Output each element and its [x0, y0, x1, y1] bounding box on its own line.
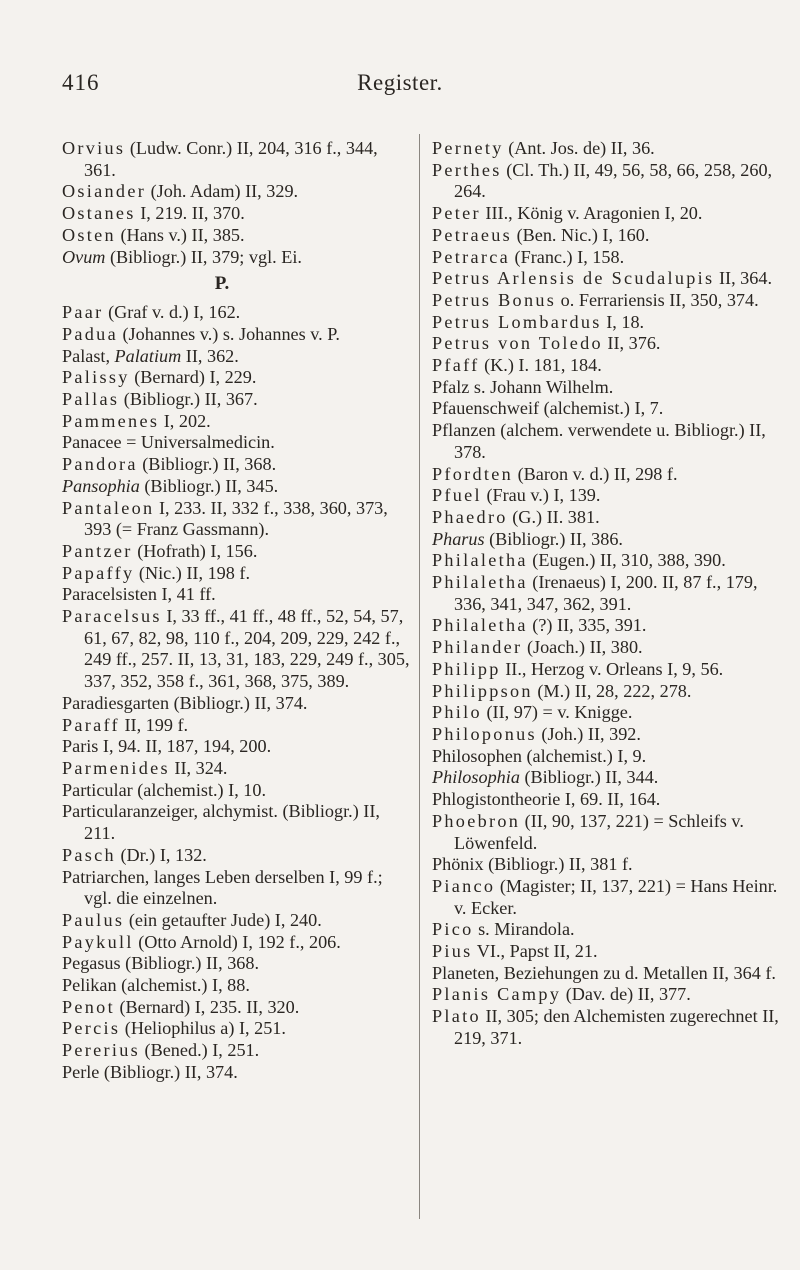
register-entry [62, 1018, 412, 1040]
entry-references: II, 199 f. [119, 714, 189, 735]
entry-headword: Philippson [432, 680, 533, 701]
entry-headword: Philipp [432, 658, 501, 679]
entry-headword: Pantzer [62, 540, 133, 561]
entry-references: I, 18. [601, 311, 645, 332]
entry-references: (Franc.) I, 158. [509, 246, 625, 267]
register-entry [432, 615, 782, 637]
entry-headword: Padua [62, 323, 118, 344]
entry-references: (II, 90, 137, 221) = Schleifs v. Löwenfeld. [454, 810, 744, 853]
entry-headword: Philosophia [432, 767, 520, 788]
register-entry [432, 941, 782, 963]
entry-headword: Planeten, [432, 962, 500, 983]
entry-references: (Bibliogr.) II, 367. [119, 389, 258, 410]
entry-headword: Petrus Arlensis de Scudalupis [432, 268, 715, 289]
register-entry [432, 984, 782, 1006]
entry-references: (Johannes v.) s. Johannes v. P. [117, 323, 340, 344]
register-entry [62, 801, 412, 844]
register-entry [62, 181, 412, 203]
entry-references: II., Herzog v. Orleans I, 9, 56. [500, 658, 724, 679]
entry-headword: Pius [432, 941, 473, 962]
entry-headword: Pandora [62, 454, 138, 475]
entry-headword: Paar [62, 302, 104, 323]
entry-references: I, 41 ff. [156, 584, 216, 605]
register-entry [432, 398, 782, 420]
entry-headword: Paulus [62, 909, 125, 930]
entry-italic-term: Palatium [114, 345, 182, 366]
entry-references: VI., Papst II, 21. [472, 941, 598, 962]
register-entry [432, 138, 782, 160]
entry-references: s. Mirandola. [473, 919, 575, 940]
register-entry [432, 268, 782, 290]
entry-headword: Phaedro [432, 506, 508, 527]
register-entry [62, 432, 412, 454]
entry-headword: Osiander [62, 181, 147, 202]
entry-references: (Hans v.) II, 385. [115, 224, 245, 245]
entry-references: (Heliophilus a) I, 251. [120, 1018, 286, 1039]
register-entry [62, 476, 412, 498]
entry-headword: Parmenides [62, 757, 170, 778]
entry-references: (Magister; II, 137, 221) = Hans Heinr. v. Ecker. [454, 875, 778, 918]
register-entry [432, 312, 782, 334]
page-number: 416 [62, 70, 100, 95]
entry-references: (Bibliogr.) II, 379; vgl. Ei. [105, 246, 302, 267]
entry-references: (Irenaeus) I, 200. II, 87 f., 179, 336, 341, 347, 362, 391. [454, 572, 758, 614]
register-entry [432, 811, 782, 854]
register-entry [62, 953, 412, 975]
register-entry [62, 715, 412, 737]
entry-references: (Bibliogr.) II, 374. [99, 1061, 238, 1082]
entry-headword: Pasch [62, 844, 116, 865]
entry-headword: Pegasus [62, 953, 121, 974]
entry-headword: Perthes [432, 159, 502, 180]
entry-references: (Eugen.) II, 310, 388, 390. [527, 550, 726, 571]
register-entry [62, 910, 412, 932]
register-entry [62, 324, 412, 346]
entry-references: (Bibliogr.) II, 374. [169, 692, 308, 713]
entry-references: (Bibliogr.) II, 368. [137, 454, 277, 475]
entry-references: II, 305; den Alchemisten zugerechnet II, 219, 371. [454, 1006, 779, 1048]
register-entry [62, 780, 412, 802]
register-entry [62, 997, 412, 1019]
entry-headword: Pansophia [62, 475, 140, 496]
entry-references: (K.) I. 181, 184. [479, 355, 602, 376]
entry-headword: Pfaff [432, 355, 480, 376]
entry-headword: Paradiesgarten [62, 692, 170, 713]
entry-references: (Graf v. d.) I, 162. [103, 302, 241, 323]
entry-headword: Paracelsisten [62, 584, 157, 605]
entry-references: II, 324. [169, 757, 228, 778]
register-entry [432, 789, 782, 811]
entry-headword: Petrus Lombardus [432, 311, 602, 332]
entry-headword: Patriarchen, [62, 866, 150, 887]
register-entry [62, 1062, 412, 1084]
entry-headword: Paracelsus [62, 606, 162, 627]
register-entry [432, 507, 782, 529]
register-entry [62, 975, 412, 997]
entry-references: o. Ferrariensis II, 350, 374. [556, 289, 759, 310]
entry-references: (Hofrath) I, 156. [132, 540, 258, 561]
entry-references: I, 94. II, 187, 194, 200. [98, 736, 272, 757]
register-entry [432, 160, 782, 203]
register-entry [62, 693, 412, 715]
entry-headword: Philoponus [432, 723, 537, 744]
running-head: Register. [357, 70, 443, 95]
entry-references: (Bernard) I, 229. [129, 367, 257, 388]
entry-references: (Bibliogr.) II, 345. [139, 475, 279, 496]
entry-references: (alchemist.) I, 88. [116, 975, 250, 996]
entry-headword: Pfalz [432, 376, 470, 397]
entry-headword: Palast, [62, 345, 115, 366]
entry-references: (alchemist.) I, 9. [521, 745, 647, 766]
entry-headword: Philo [432, 702, 482, 723]
entry-references: (II, 97) = v. Knigge. [481, 702, 633, 723]
entry-headword: Philaletha [432, 550, 528, 571]
entry-references: (Joh. Adam) II, 329. [146, 181, 299, 202]
entry-references: I, 69. II, 164. [560, 789, 661, 810]
entry-references: (alchemist.) I, 10. [132, 779, 267, 800]
register-entry [62, 138, 412, 181]
register-entry [432, 529, 782, 551]
entry-references: I, 233. II, 332 f., 338, 360, 373, 393 (= Franz Gassmann). [84, 497, 388, 540]
entry-headword: Percis [62, 1018, 121, 1039]
entry-headword: Pelikan [62, 975, 117, 996]
entry-headword: Phlogistontheorie [432, 789, 561, 810]
entry-headword: Pfordten [432, 463, 514, 484]
entry-headword: Philaletha [432, 572, 528, 593]
entry-references: (Bernard) I, 235. II, 320. [114, 996, 300, 1017]
entry-headword: Pharus [432, 528, 485, 549]
entry-headword: Philander [432, 637, 523, 658]
page-header [0, 70, 800, 106]
entry-references: II, 362. [181, 345, 239, 366]
entry-references: langes Leben derselben I, 99 f.; vgl. die einzelnen. [84, 866, 383, 909]
entry-references: (Bibliogr.) II, 386. [484, 528, 623, 549]
entry-headword: Pfuel [432, 485, 482, 506]
register-entry [432, 290, 782, 312]
register-entry [62, 845, 412, 867]
register-entry [432, 724, 782, 746]
entry-references: (Ben. Nic.) I, 160. [512, 224, 650, 245]
entry-headword: Penot [62, 996, 115, 1017]
entry-headword: Paris [62, 736, 99, 757]
entry-headword: Pammenes [62, 410, 160, 431]
entry-references: (G.) II. 381. [507, 506, 600, 527]
register-entry [432, 876, 782, 919]
entry-headword: Osten [62, 224, 116, 245]
entry-references: (Dr.) I, 132. [115, 844, 207, 865]
register-entry [432, 919, 782, 941]
entry-references: (M.) II, 28, 222, 278. [532, 680, 692, 701]
entry-references: (Bibliogr.) II, 344. [519, 767, 659, 788]
entry-references: III., König v. Aragonien I, 20. [480, 203, 703, 224]
register-entry [432, 377, 782, 399]
entry-references: (?) II, 335, 391. [527, 615, 647, 636]
entry-references: (Joh.) II, 392. [536, 723, 641, 744]
register-entry [432, 854, 782, 876]
right-column [432, 138, 782, 1050]
entry-references: (Joach.) II, 380. [522, 637, 643, 658]
register-entry [432, 963, 782, 985]
register-entry [62, 225, 412, 247]
register-entry [62, 736, 412, 758]
entry-headword: Petraeus [432, 224, 513, 245]
register-entry [432, 333, 782, 355]
entry-references: II, 376. [602, 333, 661, 354]
entry-references: (alchemist.) I, 7. [539, 398, 664, 419]
register-entry [62, 498, 412, 541]
column-divider [419, 134, 420, 1219]
entry-references: (Ant. Jos. de) II, 36. [503, 138, 655, 158]
entry-references: (Baron v. d.) II, 298 f. [513, 463, 678, 484]
register-entry [432, 637, 782, 659]
register-entry [62, 203, 412, 225]
entry-headword: Petrarca [432, 246, 510, 267]
register-entry [62, 367, 412, 389]
entry-headword: Pianco [432, 875, 496, 896]
entry-headword: Philosophen [432, 745, 522, 766]
entry-headword: Phönix [432, 854, 484, 875]
entry-headword: Pico [432, 919, 474, 940]
entry-references: I, 219. II, 370. [135, 203, 245, 224]
entry-headword: Pfauenschweif [432, 398, 540, 419]
register-entry [432, 550, 782, 572]
register-entry [62, 454, 412, 476]
entry-references: I, 33 ff., 41 ff., 48 ff., 52, 54, 57, 61, 67, 82, 98, 110 f., 204, 209, 229, 242 f., 249 ff., 257. II, 13, 31, 183, 229, 249 f., 305, 337, 352, 358 f., 361, 368, 375, 389. [84, 606, 410, 692]
register-entry [62, 389, 412, 411]
entry-references: I, 202. [159, 410, 211, 431]
entry-headword: Phoebron [432, 810, 521, 831]
register-entry [62, 867, 412, 910]
entry-headword: Philaletha [432, 615, 528, 636]
entry-headword: Panacee [62, 432, 122, 453]
entry-references: (Cl. Th.) II, 49, 56, 58, 66, 258, 260, 264. [454, 159, 773, 202]
register-entry [432, 659, 782, 681]
entry-headword: Petrus von Toledo [432, 333, 603, 354]
entry-references: (Nic.) II, 198 f. [134, 562, 250, 583]
register-entry [432, 203, 782, 225]
entry-headword: Planis Campy [432, 984, 562, 1005]
entry-references: (alchem. verwendete u. Bibliogr.) II, 378. [454, 420, 766, 462]
register-entry [432, 355, 782, 377]
left-column [62, 138, 412, 1084]
register-entry [432, 485, 782, 507]
entry-headword: Papaffy [62, 562, 135, 583]
register-entry [62, 563, 412, 585]
entry-headword: Pallas [62, 389, 120, 410]
register-entry [62, 932, 412, 954]
entry-references: (Frau v.) I, 139. [481, 485, 601, 506]
register-entry [62, 411, 412, 433]
entry-headword: Pantaleon [62, 497, 155, 518]
entry-headword: Plato [432, 1006, 481, 1027]
entry-headword: Pererius [62, 1040, 140, 1061]
entry-references: (Bibliogr.) II, 368. [120, 953, 260, 974]
register-entry [432, 247, 782, 269]
entry-references: s. Johann Wilhelm. [469, 376, 614, 397]
register-entry [432, 225, 782, 247]
entry-headword: Paraff [62, 714, 120, 735]
entry-references: (Bened.) I, 251. [140, 1040, 260, 1061]
register-entry [432, 420, 782, 463]
register-entry [62, 346, 412, 368]
entry-headword: Particularanzeiger, [62, 801, 199, 822]
register-entry [62, 302, 412, 324]
entry-headword: Perle [62, 1061, 100, 1082]
entry-references: Beziehungen zu d. Metallen II, 364 f. [499, 962, 776, 983]
register-entry [432, 746, 782, 768]
register-entry [432, 464, 782, 486]
register-entry [62, 606, 412, 693]
register-entry [432, 572, 782, 615]
entry-headword: Petrus Bonus [432, 289, 557, 310]
entry-references: II, 364. [714, 268, 773, 289]
entry-references: (Bibliogr.) II, 381 f. [483, 854, 633, 875]
register-entry [62, 1040, 412, 1062]
entry-headword: Particular [62, 779, 133, 800]
entry-headword: Ostanes [62, 203, 136, 224]
entry-references: alchymist. (Bibliogr.) II, 211. [84, 801, 380, 844]
register-entry [432, 702, 782, 724]
entry-references: (Ludw. Conr.) II, 204, 316 f., 344, 361. [84, 138, 378, 180]
register-entry [432, 767, 782, 789]
entry-references: (ein getaufter Jude) I, 240. [124, 909, 322, 930]
register-entry [62, 758, 412, 780]
section-letter-heading: P. [214, 273, 230, 295]
entry-headword: Pernety [432, 138, 504, 158]
register-entry [62, 541, 412, 563]
entry-headword: Pflanzen [432, 420, 496, 441]
entry-headword: Palissy [62, 367, 130, 388]
register-entry [432, 1006, 782, 1049]
entry-headword: Peter [432, 203, 481, 224]
entry-headword: Paykull [62, 931, 134, 952]
entry-references: (Dav. de) II, 377. [561, 984, 691, 1005]
entry-references: = Universalmedicin. [121, 432, 275, 453]
entry-headword: Orvius [62, 138, 126, 158]
register-entry [432, 681, 782, 703]
register-entry [62, 584, 412, 606]
entry-references: (Otto Arnold) I, 192 f., 206. [133, 931, 341, 952]
entry-headword: Ovum [62, 246, 106, 267]
register-entry [62, 247, 412, 269]
